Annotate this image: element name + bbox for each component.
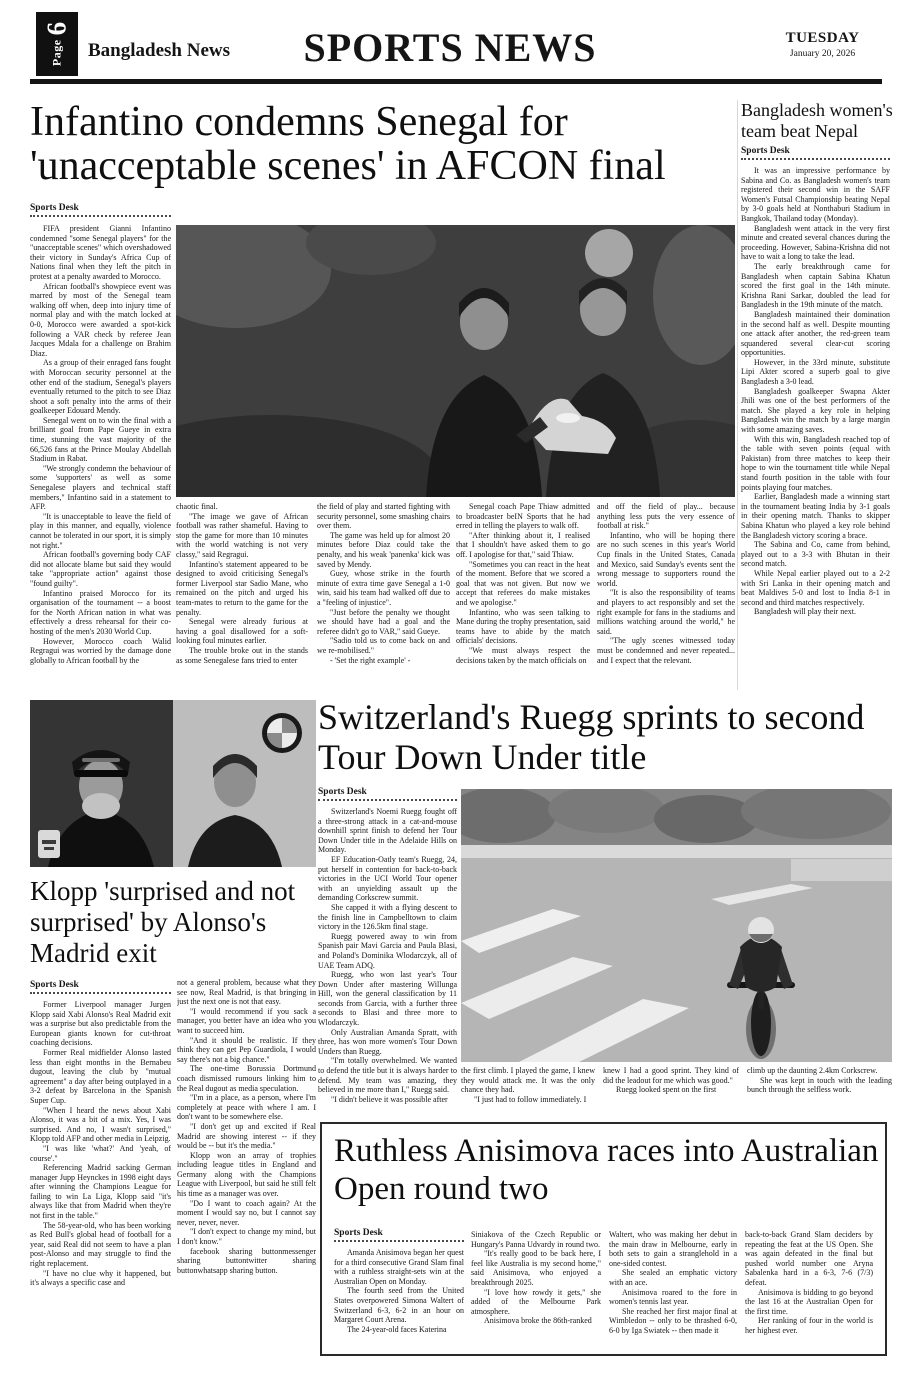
sidebar-divider [737,100,738,690]
anisimova-column-1: Amanda Anisimova began her quest for a third consecutive Grand Slam final with a ruthless straight-sets win at the Australian Open on Monday. The fourth seed from the United States overpowered Simona Waltert of Switzerland 6-3, 6-2 in an hour on Margaret Court Arena. The 24-year-old faces Katerina [334,1248,464,1334]
klopp-alonso-photo [30,700,316,867]
afcon-column-1: FIFA president Gianni Infantino condemned "some Senegal players" for the "unacceptable scenes" which overshadowed their victory in Sunday's Africa Cup of Nations final when they left the pitch in protest at a penalty awarded to Morocco. African football's showpiece event was marred by most of the Senegal team walking off when, deep into injury time of normal play and with the match locked at 0-0, Morocco were awarded a spot-kick following a VAR check by referee Jean Jacques Mdala for a challenge on Brahim Diaz. As a group of their enraged fans fought with Moroccan security personnel at the other end of the stadium, Senegal's players eventually returned to the pitch to see Diaz shoot a soft penalty into the arms of their goalkeeper Edouard Mendy. Senegal went on to win the final with a brilliant goal from Pape Gueye in extra time, stunning the vast majority of the 66,526 fans at the Prince Moulay Abdellah Stadium in Rabat. "We strongly condemn the behaviour of some 'supporters' as well as some Senegalese players and technical staff members," Infantino said in a statement to AFP. "It is unacceptable to leave the field of play in this manner, and equally, violence cannot be tolerated in our sport, it is simply not right." African football's governing body CAF did not allocate blame but said they would take "appropriate action" against those "found guilty". Infantino praised Morocco for its organisation of the tournament -- a boost for the North African nation in what was effectively a dress rehearsal for their co-hosting of the men's 2030 World Cup. However, Morocco coach Walid Regragui was worried by the damage done globally to African football by the [30,224,171,665]
afcon-column-5: and off the field of play... because anything less puts the very essence of football at risk." Infantino, who will be hoping there are no such scenes in this year's World Cup finals in the United States, Canada and Mexico, said Sunday's events sent the wrong message to supporters round the world. "It is also the responsibility of teams and players to act responsibly and set the right example for fans in the stadiums and millions watching around the world," he said. "The ugly scenes witnessed today must be condemned and never repeated... and I expect that the relevant. [597,502,735,665]
ruegg-headline: Switzerland's Ruegg sprints to second Tour Down Under title [318,697,865,777]
klopp-headline: Klopp 'surprised and not surprised' by Alonso's Madrid exit [30,876,296,968]
masthead-rule [30,79,882,84]
anisimova-article-box [320,1122,887,1356]
ruegg-below-column-b: knew I had a good sprint. They kind of did the leadout for me which was good." Ruegg looked spent on the first [603,1066,739,1095]
anisimova-column-2: Siniakova of the Czech Republic or Hungary's Panna Udvardy in round two. "It's really good to be back here, I feel like Australia is my second home," said Anisimova, who enjoyed a breakthrough 2025. "I love how rowdy it gets," she added of the Melbourne Park atmosphere. Anisimova broke the 86th-ranked [471,1230,601,1326]
date-full: January 20, 2026 [789,49,856,59]
ruegg-column-1: Switzerland's Noemi Ruegg fought off a three-strong attack in a cat-and-mouse downhill sprint finish to defend her Tour Down Under title in the Adelaide Hills on Monday. EF Education-Oatly team's Ruegg, 24, put herself in contention for back-to-back victories in the UCI World Tour opener with an unyielding assault up the demanding Corkscrew summit. She capped it with a flying descent to the finish line in Campbelltown to claim victory in the 126.5km final stage. Ruegg powered away to win from Spanish pair Mavi Garcia and Paula Blasi, and Poland's Dominika Wlodarczyk, all of UAE Team ADQ. Ruegg, who won last year's Tour Down Under after mastering Willunga Hill, won the general classification by 11 seconds from Garcia, with a further three seconds to Blasi and three more to Wlodarczyk. Only Australian Amanda Spratt, with three, has won more women's Tour Down Unders than Ruegg. "I'm totally overwhelmed. We wanted to defend the title but it is always harder to defend. My team was amazing, they believed in me more than I," Ruegg said. "I didn't believe it was possible after [318,807,457,1104]
klopp-column-2: not a general problem, because what they see now, Real Madrid, is that bringing in just the next one is not that easy. "I would recommend if you sack a manager, you better have an idea who you want to succeed him. "And it should be realistic. If they think they can get Pep Guardiola, I would say there's not a big chance." The one-time Borussia Dortmund coach dismissed rumours linking him to the Real dugout as media speculation. "I'm in a place, as a person, where I'm completely at peace with where I am. I don't want to be somewhere else. "I don't get up and excited if Real Madrid are showing interest -- if they would be -- but it's the media." Klopp won an array of trophies including league titles in England and Germany along with the Champions League with Liverpool, but said he still felt his time as a manager was over. "Do I want to coach again? At the moment I would say no, but I cannot say never, never, never. "I don't expect to change my mind, but I don't know." facebook sharing buttonmessenger sharing buttontwitter sharing buttonwhatsapp sharing button. [177,978,316,1275]
afcon-headline: Infantino condemns Senegal for 'unacceptable scenes' in AFCON final [30,99,666,189]
anisimova-column-4: back-to-back Grand Slam deciders by repeating the feat at the US Open. She was again defeated in the final but pushed world number one Aryna Sabalenka hard in a 6-3, 7-6 (7/3) defeat. Anisimova is bidding to go beyond the last 16 at the Australian Open for the first time. Her ranking of four in the world is her highest ever. [745,1230,873,1335]
ruegg-byline: Sports Desk [318,787,457,801]
nepal-headline: Bangladesh women's team beat Nepal [741,100,893,141]
anisimova-column-3: Waltert, who was making her debut in the main draw in Melbourne, early in both sets to gain a stranglehold in a one-sided contest. She sealed an emphatic victory with an ace. Anisimova roared to the fore in women's tennis last year. She reached her first major final at Wimbledon -- only to be thrashed 6-0, 6-0 by Iga Swiatek -- then made it [609,1230,737,1335]
page-number: 6 [41,21,72,36]
cyclist-finish-photo [461,789,892,1062]
anisimova-byline: Sports Desk [334,1228,464,1242]
klopp-column-1: Former Liverpool manager Jurgen Klopp said Xabi Alonso's Real Madrid exit was a surprise but also predictable from the European giants known for cut-throat coaching decisions. Former Real midfielder Alonso lasted less than eight months in the Bernabeu dugout, leaving the club by "mutual agreement" a day after being outplayed in a 3-2 defeat by Barcelona in the Spanish Super Cup. "When I heard the news about Xabi Alonso, it was a bit of a mix. Yes, I was surprised. And no, I wasn't surprised," Klopp told AFP and other media in Leipzig. "I was like 'what?' And 'yeah, of course'." Referencing Madrid sacking German manager Jupp Heynckes in 1998 eight days after winning the Champions League for failing to win La Liga, Klopp said "it's always like that from Madrid when they're not first in the table." The 58-year-old, who has been working as Red Bull's global head of football for a year, said Real did not seem to have a plan post-Alonso and may struggle to find the right replacement. "I have no clue why it happened, but it's always a specific case and [30,1000,171,1288]
date-block [760,30,885,59]
brand-title: Bangladesh News [88,40,230,61]
nepal-byline: Sports Desk [741,146,890,160]
klopp-byline: Sports Desk [30,980,171,994]
anisimova-headline: Ruthless Anisimova races into Australian Open round two [334,1133,879,1207]
section-title: SPORTS NEWS [303,25,597,70]
afcon-column-4: Senegal coach Pape Thiaw admitted to broadcaster beIN Sports that he had erred in telling the players to walk off. "After thinking about it, I realised that I shouldn't have asked them to go off. I apologise for that," said Thiaw. "Sometimes you can react in the heat of the moment. Before that we scored a goal that was not given. But now we accept that referees do make mistakes and we apologise." Infantino, who was seen talking to Mane during the trophy presentation, said teams have to abide by the match officials' decisions. "We must always respect the decisions taken by the match officials on [456,502,590,665]
afcon-column-2: chaotic final. "The image we gave of African football was rather shameful. Having to stop the game for more than 10 minutes with the world watching is not very classy," said Regragui. Infantino's statement appeared to be designed to avoid criticising Senegal's former Liverpool star Sadio Mane, who remained on the pitch and urged his team-mates to return to the game for the penalty. Senegal were already furious at having a goal disallowed for a soft-looking foul minutes earlier. The trouble broke out in the stands as some Senegalese fans tried to enter [176,502,308,665]
date-day: TUESDAY [785,30,860,46]
ruegg-below-column-a: the first climb. I played the game, I knew they would attack me. It was the only chance they had. "I just had to follow immediately. I [461,1066,595,1104]
afcon-byline: Sports Desk [30,203,171,217]
afcon-final-photo [176,225,735,497]
afcon-column-3: the field of play and started fighting with security personnel, some smashing chairs over them. The game was held up for almost 20 minutes before Diaz could take the penalty, and his weak 'panenka' kick was saved by Mendy. Guey, whose strike in the fourth minute of extra time gave Senegal a 1-0 win, said his team had walked off due to a "feeling of injustice". "Just before the penalty we thought we should have had a goal and the referee didn't go to VAR," said Gueye. "Sadio told us to come back on and we re-mobilised." - 'Set the right example' - [317,502,450,665]
nepal-column: It was an impressive performance by Sabina and Co. as Bangladesh women's team registered their second win in the SAFF Women's Futsal Championship beating Nepal by 3-0 goals held at Nonthaburi Stadium in Bangkok, Thailand today (Monday). Bangladesh went attack in the very first minute and created several chances during the proceeding. However, Sabina-Krishna did not have to wait a long to take the lead. The early breakthrough came for Bangladesh when captain Sabina Khatun scored the first goal in the 14th minute. Krishna Rani Sarkar, doubled the lead for Bangladesh in the 19th minute of the match. Bangladesh maintained their domination in the second half as well. Despite mounting one attack after another, the red-green team squandered several clear-cut scoring opportunities. However, in the 33rd minute, substitute Lipi Akter scored a superb goal to give Bangladesh a 3-0 lead. Bangladesh goalkeeper Swapna Akter Jhili was one of the best performers of the match. She played a key role in helping Bangladesh win the match by a large margin with some amazing saves. With this win, Bangladesh reached top of the table with seven points (equal with Pakistan) from three matches to keep their hope to win the tournament title while Nepal stand fourth position in the table with four points playing four matches. Earlier, Bangladesh made a winning start in the tournament beating India by 3-1 goals in their opening match. Thanks to skipper Sabina Khatun who played a key role behind the Bangladesh victory scoring a brace. The Sabina and Co, came from behind, played out to a 3-3 with Bhutan in their second match. While Nepal earlier played out to a 2-2 with Sri Lanka in their opening match and beat Maldives 5-0 and lost to India 8-1 in second and third matches respectively. Bangladesh will play their next. [741,166,890,617]
page-label: Page [49,39,64,67]
page-number-badge [36,12,78,76]
ruegg-below-column-c: climb up the daunting 2.4km Corkscrew. She was kept in touch with the leading bunch through the selfless work. [747,1066,892,1095]
